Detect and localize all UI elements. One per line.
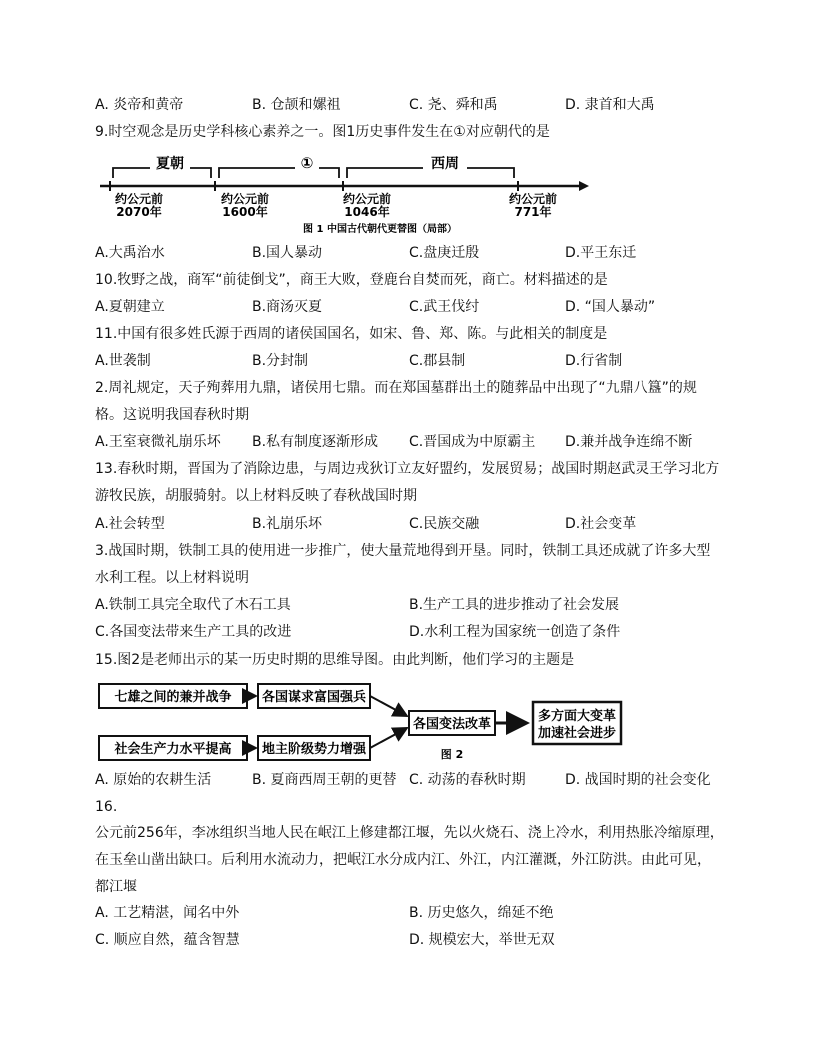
q9-option-b: B.国人暴动 bbox=[252, 245, 323, 261]
box-result-line1: 多方面大变革 bbox=[537, 709, 617, 724]
tick-4-line2: 771年 bbox=[514, 205, 552, 219]
q13-option-c: C.民族交融 bbox=[409, 516, 480, 532]
q16-number: 16. bbox=[95, 799, 118, 815]
q9-option-c: C.盘庚迁殷 bbox=[409, 245, 480, 261]
q12-option-d: D.兼并战争连绵不断 bbox=[565, 434, 693, 450]
q16-stem-line3: 都江堰 bbox=[95, 879, 137, 895]
q15-option-c: C. 动荡的春秋时期 bbox=[409, 772, 526, 788]
tick-1-line1: 约公元前 bbox=[114, 192, 164, 206]
figure-2-caption: 图 2 bbox=[440, 748, 464, 761]
q11-option-c: C.郡县制 bbox=[409, 353, 466, 369]
q16-option-b: B. 历史悠久，绵延不绝 bbox=[409, 905, 554, 921]
q11-stem: 11.中国有很多姓氏源于西周的诸侯国国名，如宋、鲁、郑、陈。与此相关的制度是 bbox=[95, 326, 608, 342]
box-result-line2: 加速社会进步 bbox=[537, 726, 617, 741]
q8-option-d: D. 隶首和大禹 bbox=[565, 97, 655, 113]
q14-option-b: B.生产工具的进步推动了社会发展 bbox=[409, 597, 620, 613]
q8-option-b: B. 仓颉和嫘祖 bbox=[252, 97, 341, 113]
q14-option-c: C.各国变法带来生产工具的改进 bbox=[95, 624, 292, 640]
q14-option-d: D.水利工程为国家统一创造了条件 bbox=[409, 624, 621, 640]
q15-option-b: B. 夏商西周王朝的更替 bbox=[252, 772, 397, 788]
q12-stem-line1: 2.周礼规定，天子殉葬用九鼎，诸侯用七鼎。而在郑国墓群出土的随葬品中出现了“九鼎八簋”的规 bbox=[95, 380, 697, 396]
q12-option-a: A.王室衰微礼崩乐坏 bbox=[95, 434, 221, 450]
q15-option-a: A. 原始的农耕生活 bbox=[95, 772, 212, 788]
q8-option-c: C. 尧、舜和禹 bbox=[409, 97, 498, 113]
tick-2-line2: 1600年 bbox=[222, 205, 268, 219]
box-rich-state: 各国谋求富国强兵 bbox=[261, 690, 367, 705]
q16-option-a: A. 工艺精湛，闻名中外 bbox=[95, 905, 240, 921]
q13-option-a: A.社会转型 bbox=[95, 516, 165, 532]
label-xia: 夏朝 bbox=[156, 156, 184, 172]
figure-1-caption: 图 1 中国古代朝代更替图（局部） bbox=[303, 224, 457, 235]
q10-option-d: D. “国人暴动” bbox=[565, 299, 656, 315]
q10-option-b: B.商汤灭夏 bbox=[252, 299, 323, 315]
q13-option-d: D.社会变革 bbox=[565, 516, 637, 532]
q12-option-b: B.私有制度逐渐形成 bbox=[252, 434, 379, 450]
tick-2-line1: 约公元前 bbox=[220, 192, 270, 206]
q13-stem-line2: 游牧民族，胡服骑射。以上材料反映了春秋战国时期 bbox=[95, 488, 417, 504]
q14-stem-line1: 3.战国时期，铁制工具的使用进一步推广，使大量荒地得到开垦。同时，铁制工具还成就了许多大型 bbox=[95, 543, 711, 559]
box-productivity-rise: 社会生产力水平提高 bbox=[114, 742, 232, 757]
q15-option-d: D. 战国时期的社会变化 bbox=[565, 772, 711, 788]
q12-stem-line2: 格。这说明我国春秋时期 bbox=[95, 407, 249, 423]
q15-stem: 15.图2是老师出示的某一历史时期的思维导图。由此判断，他们学习的主题是 bbox=[95, 652, 575, 668]
box-annexation-wars: 七雄之间的兼并战争 bbox=[114, 690, 232, 705]
q11-option-a: A.世袭制 bbox=[95, 353, 151, 369]
q11-option-d: D.行省制 bbox=[565, 353, 623, 369]
q16-stem-line1: 公元前256年，李冰组织当地人民在岷江上修建都江堰，先以火烧石、浇上冷水，利用热胀冷缩原理， bbox=[95, 825, 724, 841]
q16-stem-line2: 在玉垒山凿出缺口。后利用水流动力，把岷江水分成内江、外江，内江灌溉，外江防洪。由此可见， bbox=[95, 852, 711, 868]
q10-option-a: A.夏朝建立 bbox=[95, 299, 165, 315]
label-xizhou: 西周 bbox=[431, 156, 459, 172]
tick-3-line2: 1046年 bbox=[344, 205, 390, 219]
timeline-figure bbox=[95, 148, 595, 236]
q10-stem: 10.牧野之战，商军“前徒倒戈”，商王大败，登鹿台自焚而死，商亡。材料描述的是 bbox=[95, 272, 608, 288]
q10-option-c: C.武王伐纣 bbox=[409, 299, 480, 315]
q14-option-a: A.铁制工具完全取代了木石工具 bbox=[95, 597, 291, 613]
q8-option-a: A. 炎帝和黄帝 bbox=[95, 97, 184, 113]
tick-3-line1: 约公元前 bbox=[342, 192, 392, 206]
q9-stem: 9.时空观念是历史学科核心素养之一。图1历史事件发生在①对应朝代的是 bbox=[95, 124, 550, 140]
q11-option-b: B.分封制 bbox=[252, 353, 309, 369]
q16-option-c: C. 顺应自然，蕴含智慧 bbox=[95, 932, 240, 948]
q13-option-b: B.礼崩乐坏 bbox=[252, 516, 323, 532]
box-reforms: 各国变法改革 bbox=[412, 717, 492, 732]
q14-stem-line2: 水利工程。以上材料说明 bbox=[95, 570, 249, 586]
q9-option-d: D.平王东迁 bbox=[565, 245, 637, 261]
q9-option-a: A.大禹治水 bbox=[95, 245, 165, 261]
box-landlord-power: 地主阶级势力增强 bbox=[261, 742, 367, 757]
q13-stem-line1: 13.春秋时期，晋国为了消除边患，与周边戎狄订立友好盟约，发展贸易；战国时期赵武灵王学习北方 bbox=[95, 461, 720, 477]
tick-1-line2: 2070年 bbox=[116, 205, 162, 219]
q12-option-c: C.晋国成为中原霸主 bbox=[409, 434, 536, 450]
label-marker-1: ① bbox=[300, 154, 314, 172]
mind-map-figure bbox=[95, 680, 635, 770]
tick-4-line1: 约公元前 bbox=[508, 192, 558, 206]
q16-option-d: D. 规模宏大，举世无双 bbox=[409, 932, 555, 948]
